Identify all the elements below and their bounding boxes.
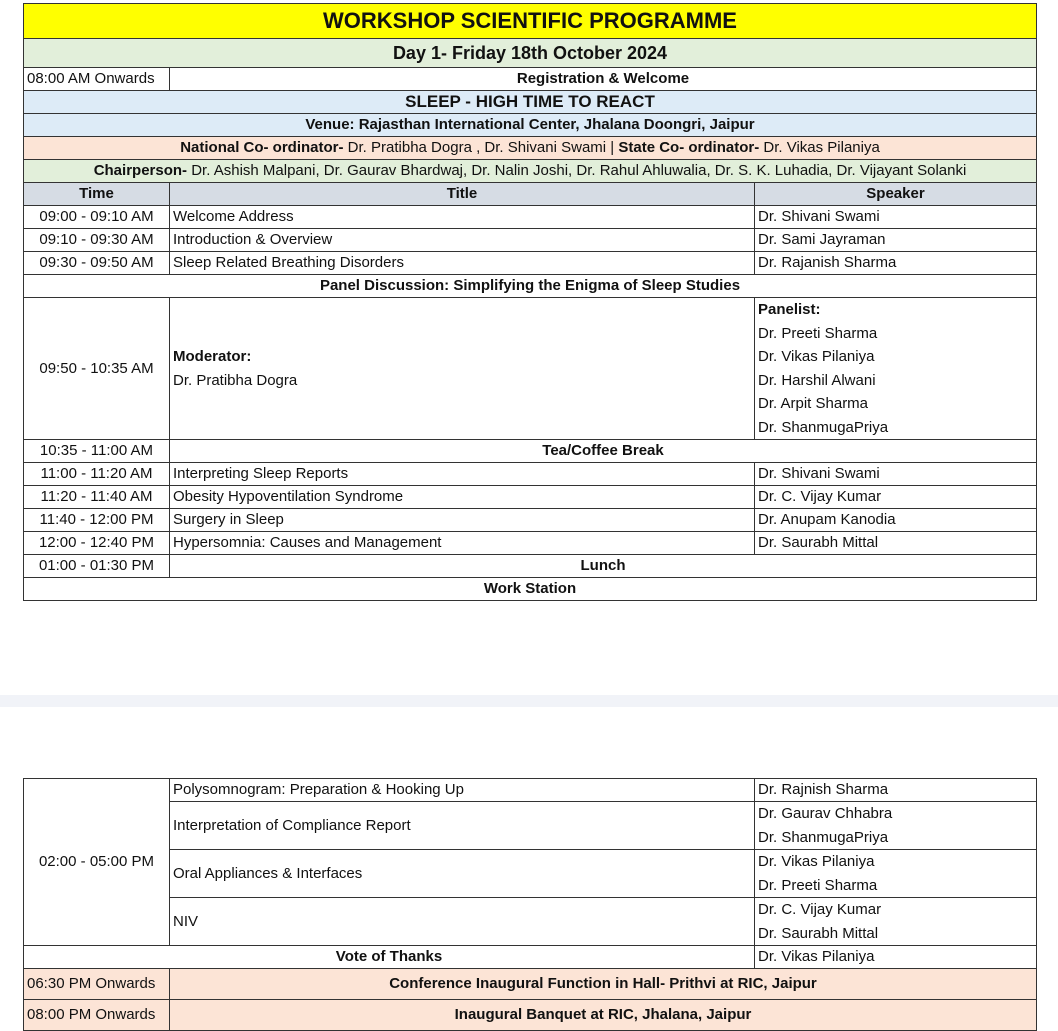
panelist-name: Dr. Preeti Sharma (757, 324, 878, 342)
workstation-heading: Work Station (24, 578, 1037, 601)
panel-heading: Panel Discussion: Simplifying the Enigma of Sleep Studies (24, 275, 1037, 298)
table-row (24, 206, 1037, 229)
panelist-name: Dr. Arpit Sharma (757, 395, 869, 412)
session-time: 11:20 - 11:40 AM (24, 486, 170, 509)
session-time: 11:00 - 11:20 AM (24, 463, 170, 486)
vote-of-thanks-label: Vote of Thanks (24, 946, 755, 969)
programme-title: WORKSHOP SCIENTIFIC PROGRAMME (24, 4, 1037, 39)
chairperson-names: Dr. Ashish Malpani, Dr. Gaurav Bhardwaj, Dr. Nalin Joshi, Dr. Rahul Ahluwalia, Dr. S. K. Luhadia, Dr. Vijayant Solanki (187, 162, 967, 179)
table-row (24, 252, 1037, 275)
workstation-speaker: Dr. Saurabh Mittal (758, 924, 879, 942)
registration-row (24, 68, 1037, 91)
evening-label: Inaugural Banquet at RIC, Jhalana, Jaipur (170, 1000, 1037, 1031)
break-label: Tea/Coffee Break (170, 440, 1037, 463)
lunch-label: Lunch (170, 555, 1037, 578)
workstation-speakers (755, 850, 1037, 898)
column-header-speaker: Speaker (754, 183, 1036, 206)
session-time: 12:00 - 12:40 PM (24, 532, 170, 555)
evening-label: Conference Inaugural Function in Hall- Prithvi at RIC, Jaipur (170, 969, 1037, 1000)
state-coordinator-names: Dr. Vikas Pilaniya (759, 139, 880, 156)
workstation-item-row (24, 779, 1037, 802)
panel-row (24, 298, 1037, 440)
table-row (24, 509, 1037, 532)
national-coordinator-names: Dr. Pratibha Dogra , Dr. Shivani Swami | (343, 139, 619, 156)
workstation-speaker: Dr. ShanmugaPriya (758, 828, 889, 846)
vote-of-thanks-row (24, 946, 1037, 969)
panelist-name: Dr. ShanmugaPriya (757, 418, 889, 436)
workstation-item-row (24, 802, 1037, 850)
table-row (24, 229, 1037, 252)
workstation-speaker: Dr. Preeti Sharma (758, 876, 878, 894)
panelist-name: Dr. Vikas Pilaniya (757, 348, 875, 365)
workstation-item-row (24, 850, 1037, 898)
table-row (24, 532, 1037, 555)
session-speaker: Dr. Sami Jayraman (754, 229, 1036, 252)
break-row (24, 440, 1037, 463)
session-speaker: Dr. Saurabh Mittal (754, 532, 1036, 555)
evening-row (24, 969, 1037, 1000)
state-coordinator-label: State Co- ordinator- (618, 139, 760, 156)
lunch-row (24, 555, 1037, 578)
session-title: Surgery in Sleep (170, 509, 755, 532)
venue: Venue: Rajasthan International Center, Jhalana Doongri, Jaipur (24, 114, 1037, 137)
evening-time: 06:30 PM Onwards (24, 969, 170, 1000)
session-speaker: Dr. Shivani Swami (754, 206, 1036, 229)
session-time: 11:40 - 12:00 PM (24, 509, 170, 532)
column-header-row (24, 183, 1037, 206)
registration-time: 08:00 AM Onwards (24, 68, 170, 91)
session-speaker: Dr. Shivani Swami (754, 463, 1036, 486)
session-title: Introduction & Overview (170, 229, 755, 252)
panel-panelists (754, 298, 1036, 440)
workstation-title: Oral Appliances & Interfaces (170, 850, 755, 898)
table-row (24, 486, 1037, 509)
moderator-name: Dr. Pratibha Dogra (173, 371, 298, 389)
day-heading: Day 1- Friday 18th October 2024 (24, 39, 1037, 68)
session-speaker: Dr. Rajanish Sharma (754, 252, 1036, 275)
workstation-title: Interpretation of Compliance Report (170, 802, 755, 850)
workstation-time: 02:00 - 05:00 PM (24, 779, 170, 946)
workstation-speakers (755, 898, 1037, 946)
workstation-speaker: Dr. Gaurav Chhabra (758, 805, 893, 822)
workstation-speaker: Dr. Vikas Pilaniya (758, 853, 875, 870)
session-title: Obesity Hypoventilation Syndrome (170, 486, 755, 509)
session-title: Sleep Related Breathing Disorders (170, 252, 755, 275)
panel-time: 09:50 - 10:35 AM (24, 298, 170, 440)
evening-time: 08:00 PM Onwards (24, 1000, 170, 1031)
chairpersons (24, 160, 1037, 183)
session-time: 09:00 - 09:10 AM (24, 206, 170, 229)
workstation-speaker: Dr. Rajnish Sharma (755, 779, 1037, 802)
workstation-title: NIV (170, 898, 755, 946)
session-speaker: Dr. C. Vijay Kumar (754, 486, 1036, 509)
session-title: Hypersomnia: Causes and Management (170, 532, 755, 555)
session-time: 09:10 - 09:30 AM (24, 229, 170, 252)
workstation-speakers (755, 802, 1037, 850)
lunch-time: 01:00 - 01:30 PM (24, 555, 170, 578)
workstation-speaker: Dr. C. Vijay Kumar (758, 901, 882, 918)
programme-table-day1-morning (23, 3, 1037, 601)
session-title: Welcome Address (170, 206, 755, 229)
vote-of-thanks-speaker: Dr. Vikas Pilaniya (755, 946, 1037, 969)
evening-row (24, 1000, 1037, 1031)
moderator-label: Moderator: (173, 348, 252, 365)
column-header-title: Title (170, 183, 755, 206)
session-speaker: Dr. Anupam Kanodia (754, 509, 1036, 532)
chairperson-label: Chairperson- (93, 162, 188, 179)
workstation-title: Polysomnogram: Preparation & Hooking Up (170, 779, 755, 802)
coordinators (24, 137, 1037, 160)
national-coordinator-label: National Co- ordinator- (180, 139, 344, 156)
session-time: 09:30 - 09:50 AM (24, 252, 170, 275)
panelist-name: Dr. Harshil Alwani (757, 371, 876, 389)
panel-moderator (170, 298, 755, 440)
programme-table-day1-afternoon (23, 778, 1037, 1031)
table-row (24, 463, 1037, 486)
column-header-time: Time (24, 183, 170, 206)
break-time: 10:35 - 11:00 AM (24, 440, 170, 463)
registration-label: Registration & Welcome (170, 68, 1037, 91)
workstation-item-row (24, 898, 1037, 946)
page-divider (0, 695, 1058, 707)
panelist-label: Panelist: (757, 301, 821, 318)
theme-heading: SLEEP - HIGH TIME TO REACT (24, 91, 1037, 114)
session-title: Interpreting Sleep Reports (170, 463, 755, 486)
